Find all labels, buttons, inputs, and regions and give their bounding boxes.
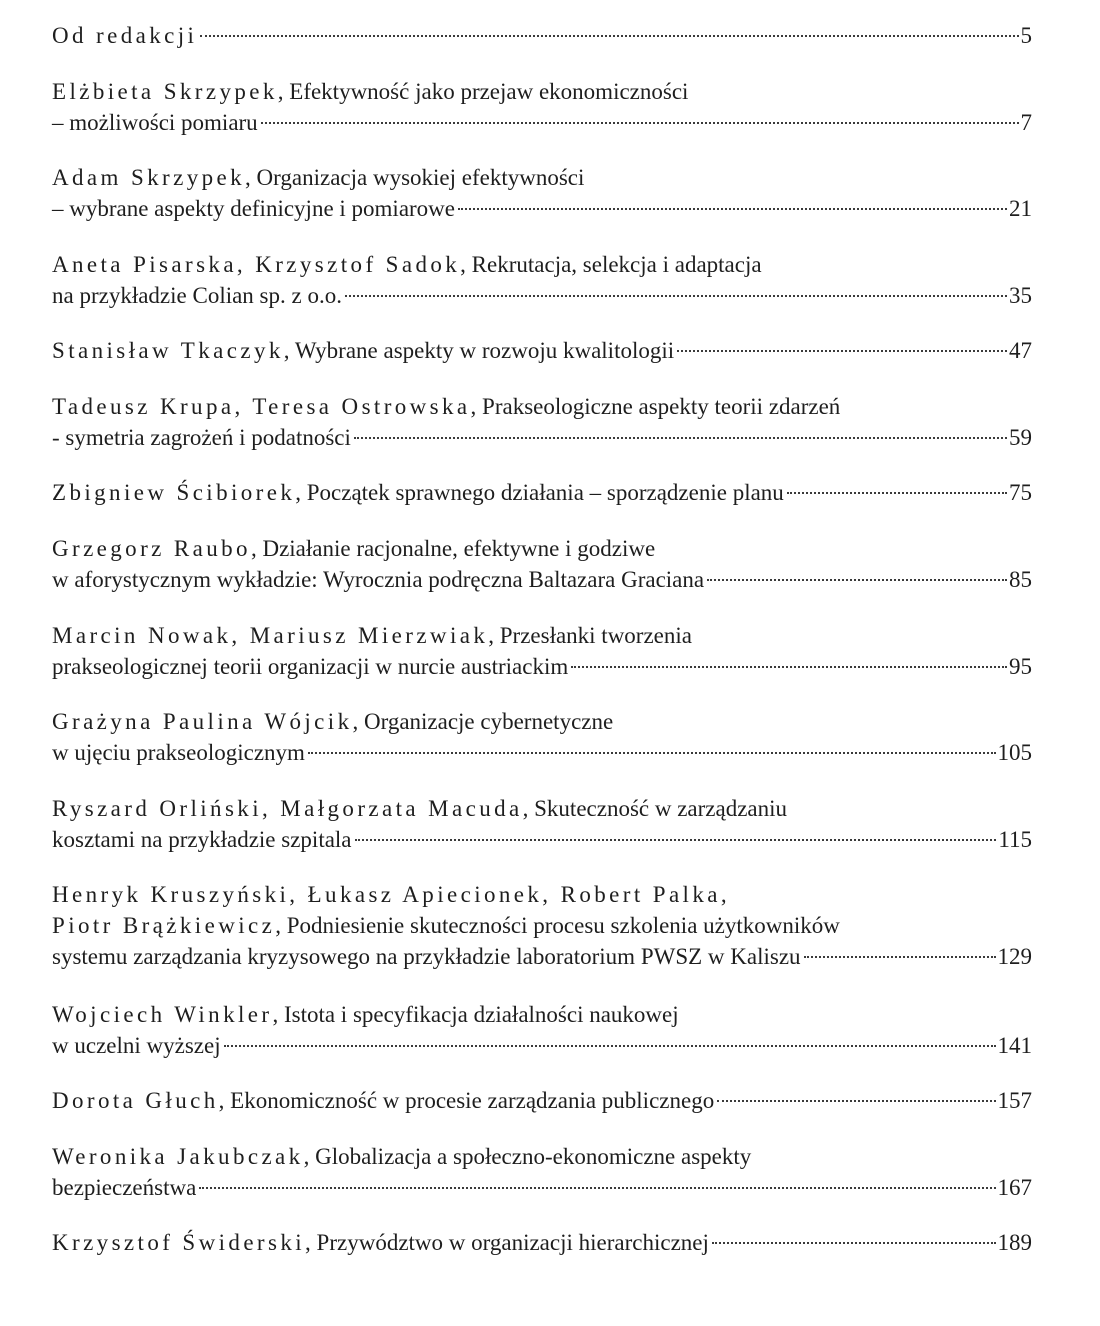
dot-leader (707, 579, 1007, 581)
toc-entry[interactable] (52, 533, 1032, 595)
toc-page-number: 35 (1009, 283, 1032, 308)
toc-author: Elżbieta Skrzypek (52, 79, 278, 104)
dot-leader (354, 437, 1007, 439)
toc-page-number: 141 (997, 1033, 1032, 1058)
toc-author: Adam Skrzypek (52, 165, 246, 190)
toc-page-number: 7 (1020, 110, 1032, 135)
toc-page-number: 47 (1009, 338, 1032, 363)
toc-author: Marcin Nowak, Mariusz Mierzwiak (52, 623, 489, 648)
toc-title: na przykładzie Colian sp. z o.o. (52, 283, 342, 308)
toc-author: Tadeusz Krupa, Teresa Ostrowska (52, 394, 471, 419)
toc-entry-line (52, 1085, 1032, 1116)
toc-title: prakseologicznej teorii organizacji w nurcie austriackim (52, 654, 569, 679)
toc-page-number: 59 (1009, 425, 1032, 450)
toc-author: Krzysztof Świderski (52, 1230, 306, 1255)
toc-entry-line (52, 76, 1032, 107)
toc-title: kosztami na przykładzie szpitala (52, 827, 352, 852)
toc-entry-line (52, 564, 1032, 595)
toc-author: Ryszard Orliński, Małgorzata Macuda (52, 796, 523, 821)
toc-entry[interactable] (52, 793, 1032, 855)
toc-author: Piotr Brążkiewicz (52, 913, 276, 938)
toc-entry-line (52, 422, 1032, 453)
dot-leader (677, 350, 1007, 352)
toc-title: , Przywództwo w organizacji hierarchicznej (305, 1230, 709, 1255)
toc-title: , Efektywność jako przejaw ekonomiczności (277, 79, 689, 104)
toc-entry-line (52, 941, 1032, 972)
toc-entry[interactable] (52, 1085, 1032, 1116)
toc-author: Od redakcji (52, 23, 198, 48)
toc-entry-line (52, 391, 1032, 422)
toc-entry-line (52, 533, 1032, 564)
toc-entry-line (52, 193, 1032, 224)
toc-page-number: 105 (997, 740, 1032, 765)
toc-title: , Rekrutacja, selekcja i adaptacja (460, 252, 762, 277)
dot-leader (199, 1187, 995, 1189)
toc-page-number: 75 (1009, 480, 1032, 505)
toc-author: Grzegorz Raubo (52, 536, 251, 561)
toc-entry-line (52, 737, 1032, 768)
dot-leader (200, 35, 1018, 37)
toc-page-number: 21 (1009, 196, 1032, 221)
toc-title: - symetria zagrożeń i podatności (52, 425, 351, 450)
toc-entry[interactable] (52, 391, 1032, 453)
toc-author: Dorota Głuch (52, 1088, 219, 1113)
toc-author: Stanisław Tkaczyk (52, 338, 284, 363)
toc-entry[interactable] (52, 335, 1032, 366)
toc-author: Weronika Jakubczak (52, 1144, 304, 1169)
toc-title: – możliwości pomiaru (52, 110, 258, 135)
toc-title: , Przesłanki tworzenia (488, 623, 692, 648)
dot-leader (261, 122, 1019, 124)
toc-entry-line (52, 910, 1032, 941)
toc-page-number: 157 (997, 1088, 1032, 1113)
toc-page-number: 115 (998, 827, 1032, 852)
dot-leader (571, 666, 1007, 668)
toc-page-number: 189 (997, 1230, 1032, 1255)
toc-title: w uczelni wyższej (52, 1033, 221, 1058)
toc-title: , Ekonomiczność w procesie zarządzania publicznego (218, 1088, 715, 1113)
toc-title: , Istota i specyfikacja działalności naukowej (272, 1002, 679, 1027)
toc-entry-line (52, 162, 1032, 193)
toc-entry[interactable] (52, 20, 1032, 51)
toc-page-number: 5 (1020, 23, 1032, 48)
toc-entry[interactable] (52, 76, 1032, 138)
toc-entry-line (52, 706, 1032, 737)
toc-entry-line (52, 793, 1032, 824)
toc-title: , Globalizacja a społeczno-ekonomiczne aspekty (303, 1144, 752, 1169)
toc-entry-line (52, 1227, 1032, 1258)
toc-entry-line (52, 824, 1032, 855)
dot-leader (224, 1045, 996, 1047)
dot-leader (712, 1242, 996, 1244)
toc-title: , Organizacja wysokiej efektywności (245, 165, 585, 190)
dot-leader (345, 295, 1007, 297)
toc-entry[interactable] (52, 1227, 1032, 1258)
toc-author: Grażyna Paulina Wójcik (52, 709, 353, 734)
toc-title: , Początek sprawnego działania – sporządzenie planu (295, 480, 784, 505)
dot-leader (787, 492, 1007, 494)
toc-entry-line (52, 335, 1032, 366)
toc-entry[interactable] (52, 999, 1032, 1061)
toc-title: systemu zarządzania kryzysowego na przykładzie laboratorium PWSZ w Kaliszu (52, 944, 801, 969)
toc-entry-line (52, 1141, 1032, 1172)
toc-author: Wojciech Winkler (52, 1002, 273, 1027)
toc-entry[interactable] (52, 1141, 1032, 1203)
toc-title: , Wybrane aspekty w rozwoju kwalitologii (283, 338, 675, 363)
toc-entry-line (52, 20, 1032, 51)
dot-leader (804, 956, 996, 958)
toc-author: Zbigniew Ścibiorek (52, 480, 296, 505)
toc-page-number: 167 (997, 1175, 1032, 1200)
toc-entry-line (52, 620, 1032, 651)
toc-entry-line (52, 1030, 1032, 1061)
toc-title: – wybrane aspekty definicyjne i pomiarowe (52, 196, 456, 221)
toc-title: w aforystycznym wykładzie: Wyrocznia podręczna Baltazara Graciana (52, 567, 705, 592)
toc-title: , Organizacje cybernetyczne (352, 709, 614, 734)
toc-title: bezpieczeństwa (52, 1175, 197, 1200)
toc-page-number: 95 (1009, 654, 1032, 679)
toc-entry-line (52, 477, 1032, 508)
toc-entry-line (52, 107, 1032, 138)
toc-title: , Podniesienie skuteczności procesu szkolenia użytkowników (275, 913, 840, 938)
toc-entry-line (52, 249, 1032, 280)
toc-entry[interactable] (52, 879, 1032, 972)
dot-leader (458, 208, 1007, 210)
toc-entry[interactable] (52, 162, 1032, 224)
toc-author: Aneta Pisarska, Krzysztof Sadok (52, 252, 461, 277)
toc-title: , Prakseologiczne aspekty teorii zdarzeń (470, 394, 841, 419)
dot-leader (355, 839, 997, 841)
toc-entry-line (52, 280, 1032, 311)
toc-author: Henryk Kruszyński, Łukasz Apiecionek, Robert Palka, (52, 882, 731, 907)
toc-entry[interactable] (52, 620, 1032, 682)
toc-entry[interactable] (52, 477, 1032, 508)
toc-entry[interactable] (52, 706, 1032, 768)
toc-title: , Działanie racjonalne, efektywne i godziwe (250, 536, 656, 561)
toc-title: , Skuteczność w zarządzaniu (522, 796, 788, 821)
dot-leader (308, 752, 996, 754)
toc-entry[interactable] (52, 249, 1032, 311)
toc-page-number: 129 (997, 944, 1032, 969)
dot-leader (717, 1100, 995, 1102)
toc-title: w ujęciu prakseologicznym (52, 740, 305, 765)
toc-entry-line (52, 999, 1032, 1030)
toc-entry-line (52, 651, 1032, 682)
toc-entry-line (52, 879, 1032, 910)
toc-entry-line (52, 1172, 1032, 1203)
toc-page-number: 85 (1009, 567, 1032, 592)
